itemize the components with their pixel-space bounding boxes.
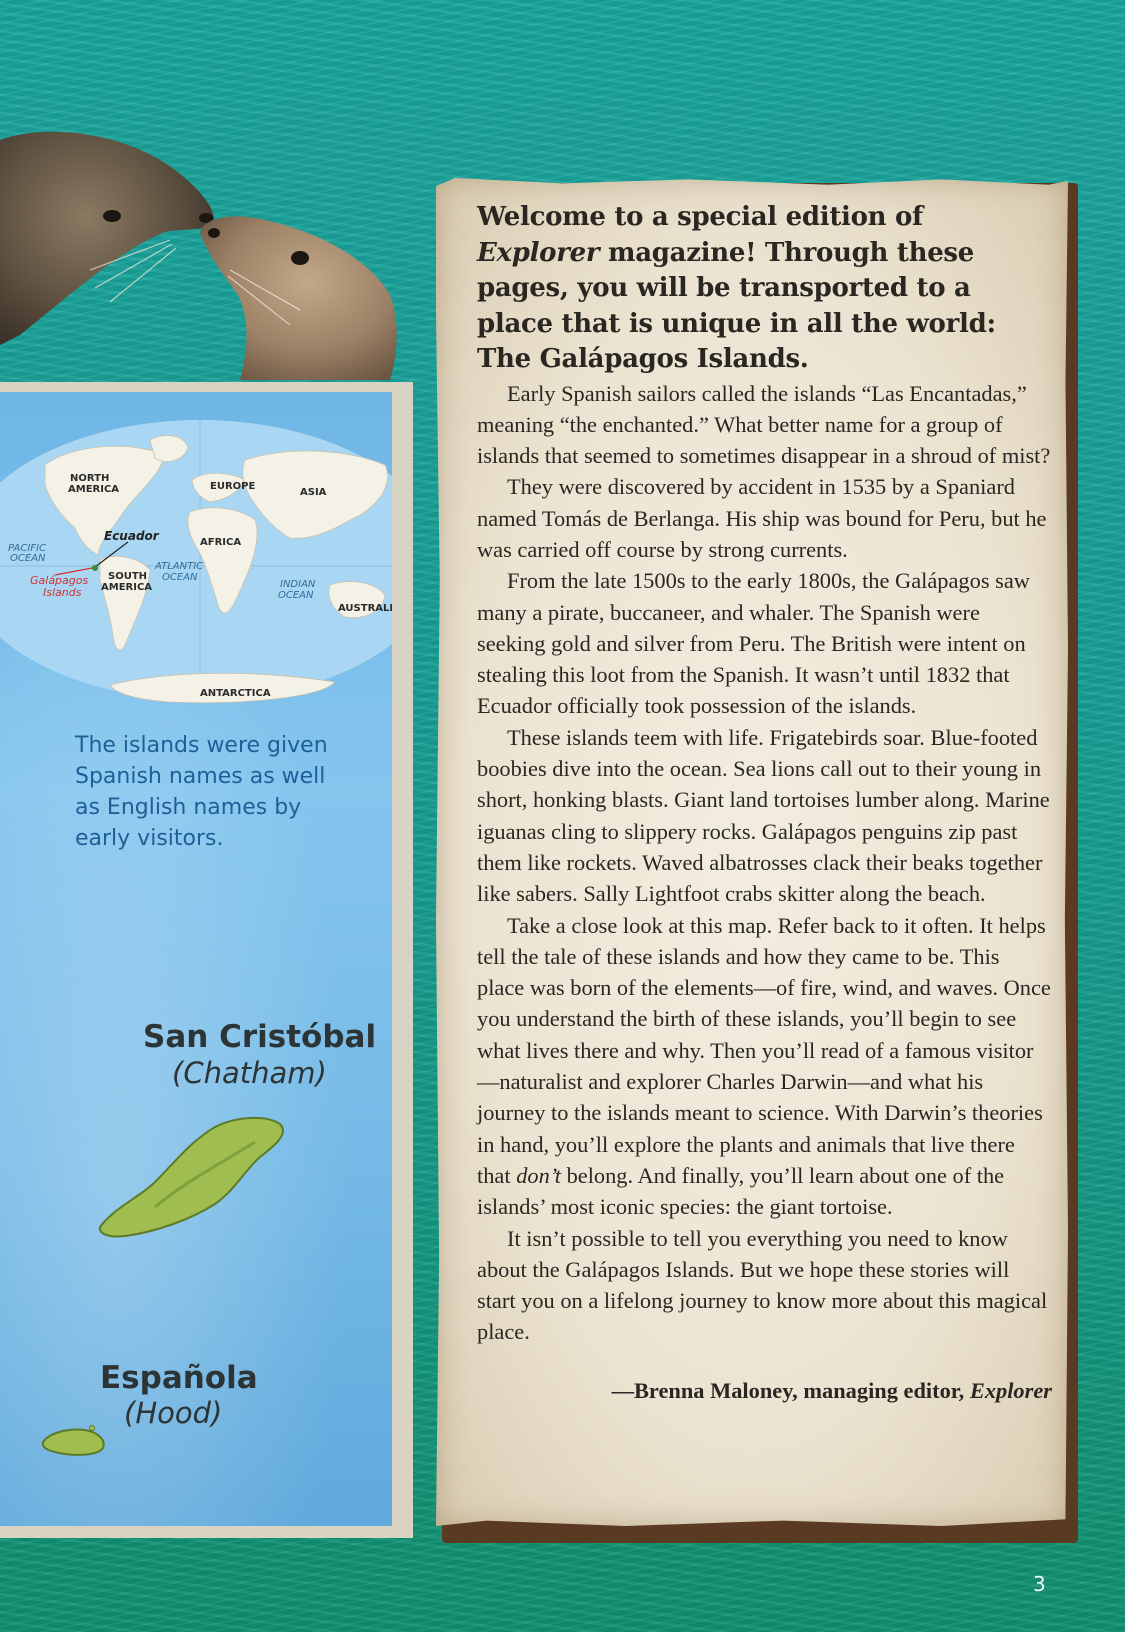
galapagos-marker [92, 565, 98, 571]
article-body [477, 200, 1052, 1404]
label-south-america-1: SOUTH [108, 571, 148, 582]
sea-lions-photo [0, 120, 410, 380]
label-australia: AUSTRALIA [338, 603, 401, 614]
label-galapagos-2: Islands [43, 586, 82, 599]
paragraph-2: They were discovered by accident in 1535 by a Spaniard named Tomás de Berlanga. His ship was bound for Peru, but he was carried off course by strong currents. [477, 474, 1047, 562]
island-english-san-cristobal: (Chatham) [172, 1056, 327, 1090]
signature [477, 1378, 1052, 1404]
paragraph-3: From the late 1500s to the early 1800s, the Galápagos saw many a pirate, buccaneer, and whaler. The Spanish were seeking gold and silver from Peru. The British were intent on stealing this loot from the Spanish. It wasn’t until 1832 that Ecuador officially took possession of the islands. [477, 568, 1030, 719]
espanola-island [40, 1422, 110, 1462]
label-asia: ASIA [300, 487, 327, 498]
galapagos-map [0, 392, 431, 1526]
island-name-espanola: Española [100, 1360, 258, 1396]
label-north-america-1: NORTH [70, 473, 110, 484]
island-name-san-cristobal: San Cristóbal [143, 1019, 377, 1055]
paragraph-6: It isn’t possible to tell you everything you need to know about the Galápagos Islands. But we hope these stories will start you on a lifelong journey to know more about this magical place. [477, 1225, 1048, 1345]
label-pacific-left-2: OCEAN [10, 553, 46, 564]
label-pacific-left-1: PACIFIC [8, 543, 46, 554]
intro-text-1: Welcome to a special edition of [477, 202, 923, 232]
label-north-america-2: AMERICA [68, 484, 120, 495]
label-indian-1: INDIAN [280, 579, 316, 590]
paragraph-5-text-2: belong. And finally, you’ll learn about one of the islands’ most iconic species: the giant tortoise. [477, 1162, 1005, 1220]
label-ecuador: Ecuador [104, 529, 159, 543]
label-galapagos-1: Galápagos [30, 574, 89, 587]
article-intro [477, 200, 1052, 378]
island-english-espanola: (Hood) [124, 1396, 223, 1430]
paragraph-1: Early Spanish sailors called the islands “Las Encantadas,” meaning “the enchanted.” What better name for a group of islands that seemed to sometimes disappear in a shroud of mist? [477, 380, 1051, 469]
intro-magazine-name: Explorer [477, 237, 600, 268]
signature-text: —Brenna Maloney, managing editor, [611, 1377, 970, 1403]
label-atlantic-2: OCEAN [162, 572, 198, 583]
sea-lion-right [200, 216, 397, 380]
label-atlantic-1: ATLANTIC [155, 561, 204, 572]
sea-lion-left [0, 132, 214, 345]
map-panel [0, 382, 431, 1538]
map-caption: The islands were given Spanish names as well as English names by early visitors. [75, 733, 328, 851]
paragraph-5-text-1: Take a close look at this map. Refer back to it often. It helps tell the tale of these islands and how they came to be. This place was born of the elements—of fire, wind, and waves. Once you understand the birth of these islands, you’ll begin to see what lives there and why. Then you’ll read of a famous visitor—naturalist and explorer Charles Darwin—and what his journey to the islands meant to science. With Darwin’s theories in hand, you’ll explore the plants and animals that live there that [477, 912, 1051, 1188]
label-africa: AFRICA [200, 537, 242, 548]
world-map: NORTH AMERICA EUROPE ASIA AFRICA SOUTH AMERICA AUSTRALIA ANTARCTICA Ecuador Galápagos Islands PACIFIC OCEAN PACIFIC OCEAN ATLANTIC OCEAN INDIAN OCEAN [0, 420, 392, 720]
paragraph-5-emphasis: don’t [516, 1162, 561, 1188]
signature-publication: Explorer [969, 1377, 1052, 1403]
label-indian-2: OCEAN [278, 590, 314, 601]
label-south-america-2: AMERICA [101, 582, 153, 593]
san-cristobal-island [95, 1112, 295, 1242]
paragraph-5 [477, 910, 1052, 1223]
label-europe: EUROPE [210, 481, 256, 492]
label-antarctica: ANTARCTICA [200, 688, 271, 699]
intro-text-2: magazine! Through these pages, you will be transported to a place that is unique in all the world: The Galápagos Islands. [477, 237, 996, 374]
paragraph-4: These islands teem with life. Frigatebirds soar. Blue-footed boobies dive into the ocean. Sea lions call out to their young in short, honking blasts. Giant land tortoises lumber along. Marine iguanas cling to slippery rocks. Galápagos penguins zip past them like rockets. Waved albatrosses clack their beaks together like sabers. Sally Lightfoot crabs skitter along the beach. [477, 724, 1050, 907]
page-number: 3 [1033, 1572, 1046, 1596]
